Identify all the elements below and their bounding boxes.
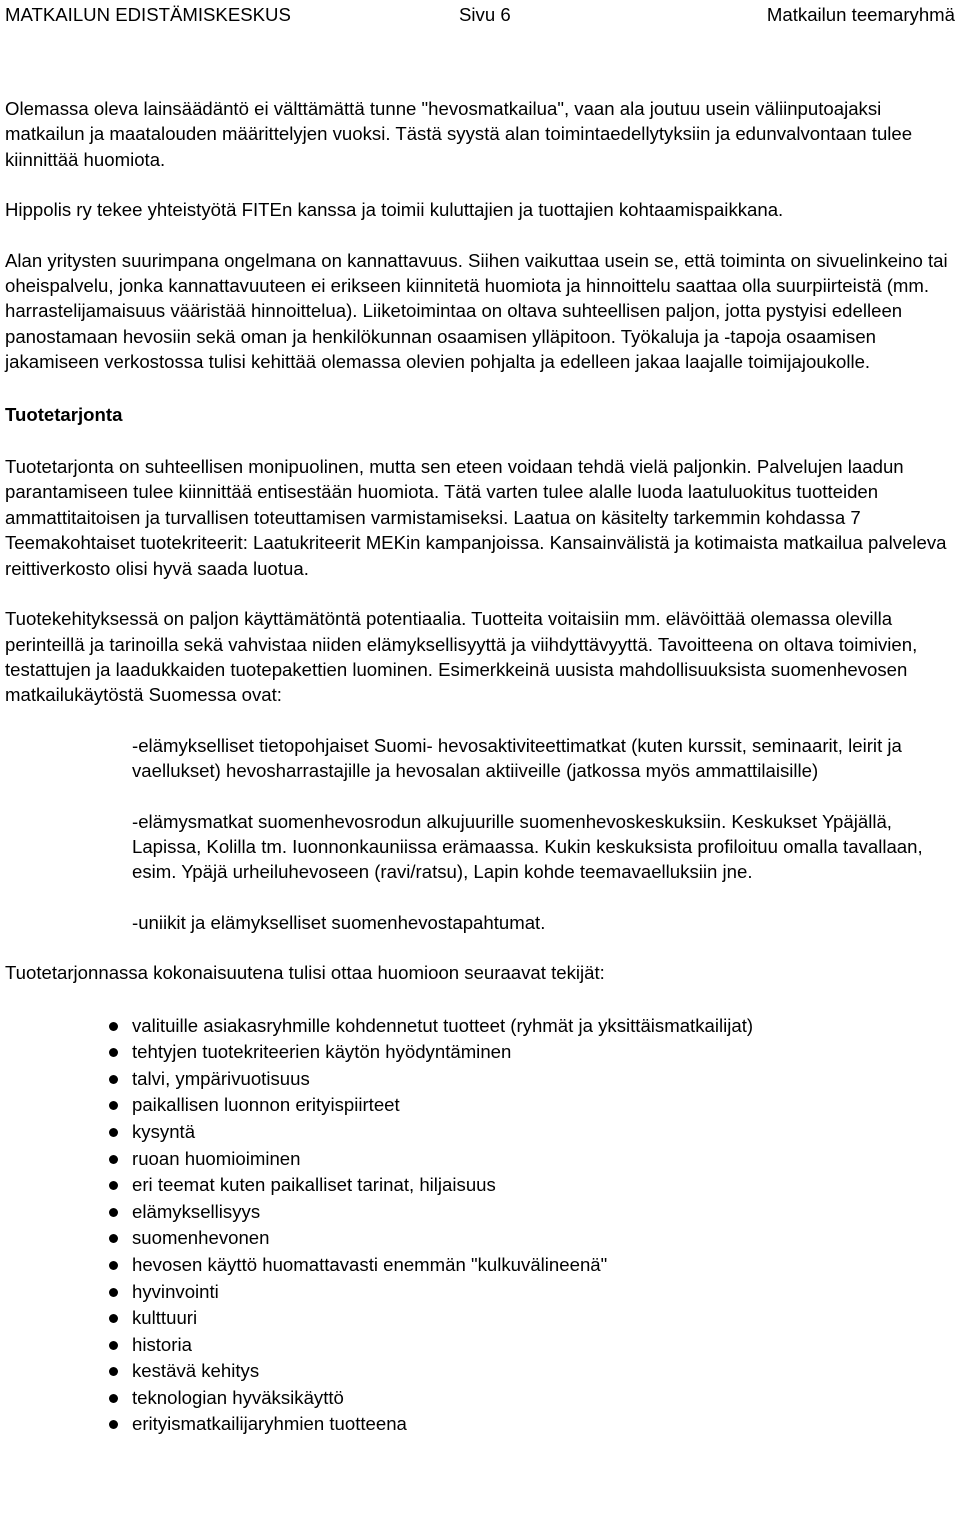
list-item [5,1358,955,1385]
document-body [5,96,955,1438]
bullet-icon [109,1341,118,1350]
paragraph-profitability: Alan yritysten suurimpana ongelmana on kannattavuus. Siihen vaikuttaa usein se, että toiminta on sivuelinkeino tai oheispalvelu, jonka kannattavuuteen ei erikseen kiinnitetä huomiota ja hinnoittelu saattaa olla suurpiirteistä (mm. harrastelijamaisuus vääristää hinnoittelua). Liiketoimintaa on oltava suhteellisen paljon, jotta pystyisi edelleen panostamaan hevosiin sekä oman ja henkilökunnan osaamisen ylläpitoon. Työkaluja ja -tapoja osaamisen jakamiseen verkostossa tulisi kehittää olemassa olevien pohjalta ja edelleen jakaa laajalle toimijajoukolle. [5,249,948,373]
list-item [5,1332,955,1359]
bullet-icon [109,1181,118,1190]
bullet-icon [109,1314,118,1323]
list-item-text: suomenhevonen [132,1227,270,1249]
list-item [5,1013,955,1040]
list-item [5,1225,955,1252]
example-item: -elämysmatkat suomenhevosrodun alkujuurille suomenhevoskeskuksiin. Keskukset Ypäjällä, Lapissa, Kolilla tm. Iuonnonkauniissa erämaassa. Kukin keskuksista profiloituu omalla tavallaan, esim. Ypäjä urheiluhevoseen (ravi/ratsu), Lapin kohde teemavaelluksiin jne. [132,810,923,883]
list-item-text: paikallisen luonnon erityispiirteet [132,1094,400,1116]
list-item [5,1305,955,1332]
list-item-text: talvi, ympärivuotisuus [132,1067,310,1089]
list-item [5,1199,955,1226]
bullet-icon [109,1022,118,1031]
list-item [5,1252,955,1279]
list-item-text: kestävä kehitys [132,1360,260,1382]
list-item [5,1279,955,1306]
header-page-number: Sivu 6 [459,4,511,25]
list-item-text: ruoan huomioiminen [132,1147,301,1169]
paragraph-factors-intro: Tuotetarjonnassa kokonaisuutena tulisi ottaa huomioon seuraavat tekijät: [5,962,605,984]
paragraph-legislation: Olemassa oleva lainsäädäntö ei välttämättä tunne "hevosmatkailua", vaan ala joutuu usein väliinputoajaksi matkailun ja maatalouden määrittelyjen vuoksi. Tästä syystä alan toimintaedellytyksiin ja edunvalvontaan tulee kiinnittää huomiota. [5,98,913,170]
section-heading: Tuotetarjonta [5,403,123,425]
bullet-icon [109,1420,118,1429]
bullet-icon [109,1128,118,1137]
bullet-icon [109,1288,118,1297]
list-item-text: tehtyjen tuotekriteerien käytön hyödyntäminen [132,1041,512,1063]
factors-list [5,1013,955,1439]
page-header [5,4,955,26]
bullet-icon [109,1208,118,1217]
bullet-icon [109,1075,118,1084]
list-item [5,1385,955,1412]
header-organization: MATKAILUN EDISTÄMISKESKUS [5,4,291,25]
bullet-icon [109,1261,118,1270]
paragraph-hippolis: Hippolis ry tekee yhteistyötä FITEn kanssa ja toimii kuluttajien ja tuottajien kohtaamispaikkana. [5,199,784,221]
bullet-icon [109,1234,118,1243]
bullet-icon [109,1394,118,1403]
list-item-text: hyvinvointi [132,1280,219,1302]
bullet-icon [109,1367,118,1376]
paragraph-product-development: Tuotekehityksessä on paljon käyttämätöntä potentiaalia. Tuotteita voitaisiin mm. elävöittää olemassa olevilla perinteillä ja tarinoilla sekä vahvistaa niiden elämyksellisyyttä ja viihdyttävyyttä. Tavoitteena on oltava toimivien, testattujen ja laadukkaiden tuotepakettien luominen. Esimerkkeinä uusista mahdollisuuksista suomenhevosen matkailukäytöstä Suomessa ovat: [5,608,918,706]
list-item [5,1411,955,1438]
list-item-text: historia [132,1333,192,1355]
example-item: -elämykselliset tietopohjaiset Suomi- hevosaktiviteettimatkat (kuten kurssit, seminaarit, leirit ja vaellukset) hevosharrastajille ja hevosalan aktiiveille (jatkossa myös ammattilaisille) [132,734,902,782]
paragraph-product-offering: Tuotetarjonta on suhteellisen monipuolinen, mutta sen eteen voidaan tehdä vielä paljonkin. Palvelujen laadun parantamiseen tulee kiinnittää entisestään huomiota. Tätä varten tulee alalle luoda laatuluokitus tuotteiden ammattitaitoisen ja turvallisen toteuttamisen varmistamiseksi. Laatua on käsitelty tarkemmin kohdassa 7 Teemakohtaiset tuotekriteerit: Laatukriteerit MEKin kampanjoissa. Kansainvälistä ja kotimaista matkailua palveleva reittiverkosto olisi hyvä saada luotua. [5,456,947,579]
list-item-text: elämyksellisyys [132,1200,261,1222]
bullet-icon [109,1155,118,1164]
example-item: -uniikit ja elämykselliset suomenhevostapahtumat. [132,911,546,933]
list-item-text: kulttuuri [132,1307,198,1329]
list-item [5,1172,955,1199]
list-item [5,1119,955,1146]
list-item [5,1092,955,1119]
list-item [5,1146,955,1173]
bullet-icon [109,1101,118,1110]
list-item [5,1039,955,1066]
list-item-text: erityismatkailijaryhmien tuotteena [132,1413,407,1435]
list-item-text: kysyntä [132,1120,196,1142]
list-item-text: eri teemat kuten paikalliset tarinat, hiljaisuus [132,1174,496,1196]
bullet-icon [109,1048,118,1057]
list-item-text: teknologian hyväksikäyttö [132,1386,344,1408]
header-group: Matkailun teemaryhmä [766,4,955,25]
list-item-text: hevosen käyttö huomattavasti enemmän "kulkuvälineenä" [132,1253,608,1275]
list-item [5,1066,955,1093]
list-item-text: valituille asiakasryhmille kohdennetut tuotteet (ryhmät ja yksittäismatkailijat) [132,1014,754,1036]
